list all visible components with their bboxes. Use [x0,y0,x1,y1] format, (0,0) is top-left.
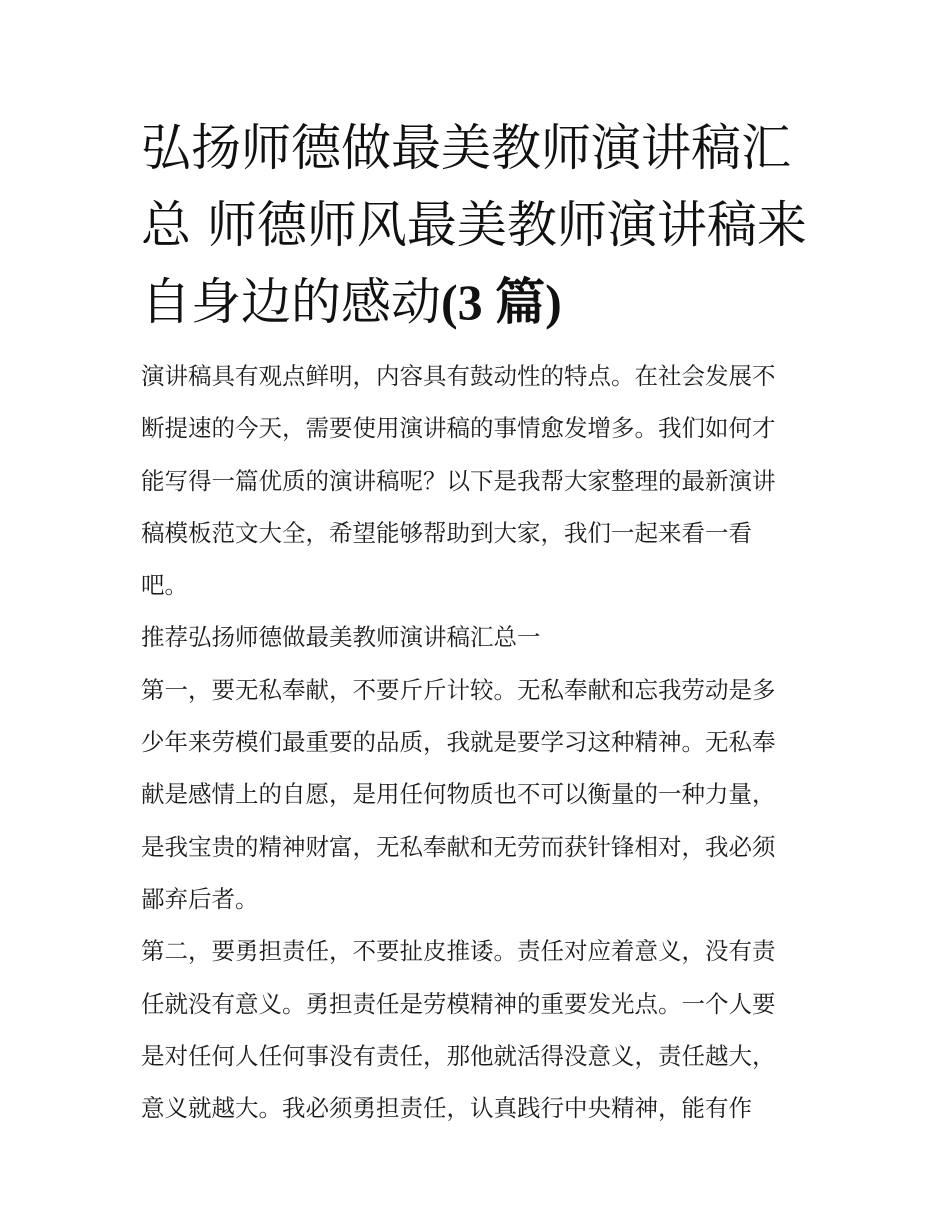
paragraph-1-line: 第一，要无私奉献，不要斤斤计较。无私奉献和忘我劳动是多 [141,675,776,704]
intro-line: 断提速的今天，需要使用演讲稿的事情愈发增多。我们如何才 [141,414,776,443]
title-line-3-text: 自身边的感动 [141,273,441,331]
document-content [141,110,813,1134]
title-count: (3 篇) [441,274,562,330]
intro-line: 稿模板范文大全，希望能够帮助到大家，我们一起来看一看 [141,518,752,547]
title-spacer [141,341,813,350]
intro-line: 能写得一篇优质的演讲稿呢？以下是我帮大家整理的最新演讲 [141,466,776,495]
paragraph-1-line: 少年来劳模们最重要的品质，我就是要学习这种精神。无私奉 [141,728,776,757]
paragraph-1-line: 献是感情上的自愿，是用任何物质也不可以衡量的一种力量， [141,780,776,809]
paragraph-2-line: 第二，要勇担责任，不要扯皮推诿。责任对应着意义，没有责 [141,937,776,966]
paragraph-1 [141,664,813,925]
paragraph-1-line: 鄙弃后者。 [141,884,259,913]
intro-line: 演讲稿具有观点鲜明，内容具有鼓动性的特点。在社会发展不 [141,362,776,390]
title-line-3 [141,264,813,341]
title-line-2: 总 师德师风最美教师演讲稿来 [141,196,807,254]
section-heading [141,611,813,663]
intro-paragraph [141,350,813,611]
paragraph-2-line: 任就没有意义。勇担责任是劳模精神的重要发光点。一个人要 [141,989,776,1018]
paragraph-2-line: 意义就越大。我必须勇担责任，认真践行中央精神，能有作 [141,1094,752,1123]
paragraph-2-line: 是对任何人任何事没有责任，那他就活得没意义，责任越大， [141,1041,776,1070]
paragraph-1-line: 是我宝贵的精神财富，无私奉献和无劳而获针锋相对，我必须 [141,832,776,861]
paragraph-2 [141,925,813,1134]
intro-line: 吧。 [141,571,188,600]
section-heading-text: 推荐弘扬师德做最美教师演讲稿汇总一 [141,623,541,652]
title-line-1: 弘扬师德做最美教师演讲稿汇 [141,119,791,177]
document-title [141,110,813,341]
